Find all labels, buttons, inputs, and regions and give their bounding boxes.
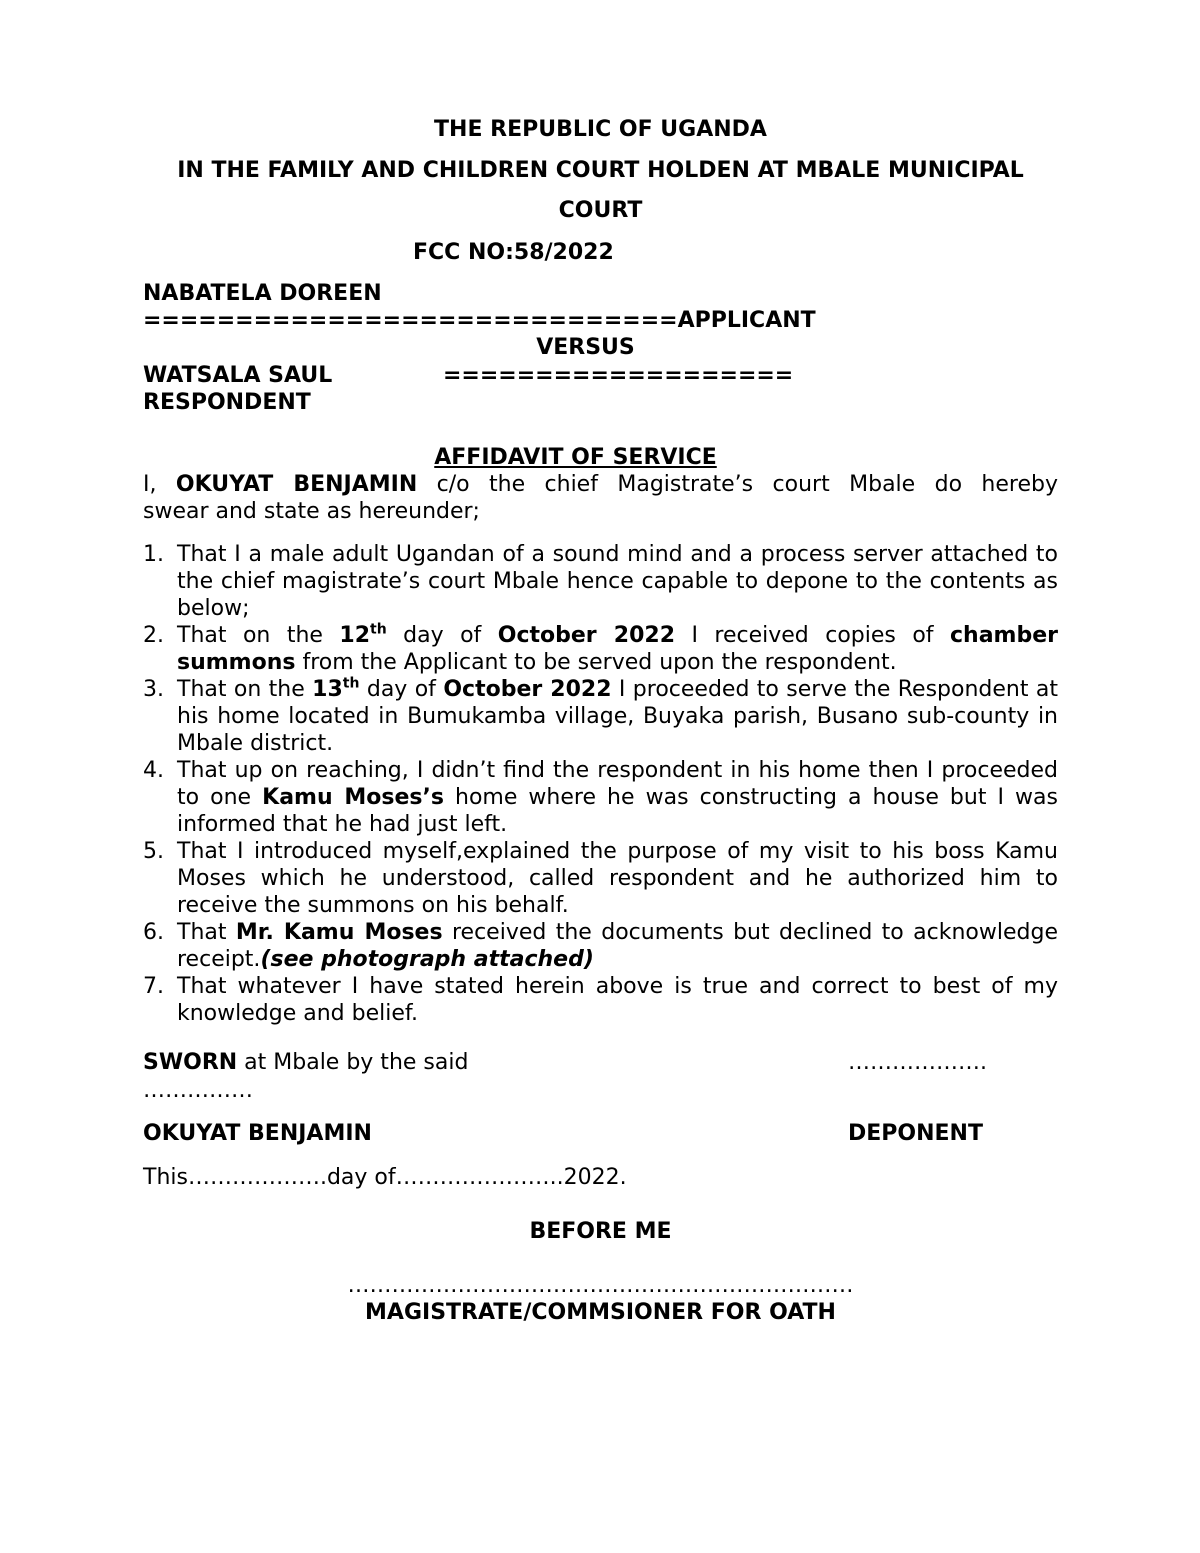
respondent-label: RESPONDENT — [143, 390, 311, 415]
signature-dots: ………………. — [848, 1050, 987, 1075]
sworn-label: SWORN — [143, 1050, 238, 1075]
paragraph-text: home where he was constructing a house but I was informed that he had just left. — [177, 785, 1058, 837]
paragraph-number: 6. — [143, 920, 164, 945]
document-type: chamber summons — [177, 623, 1058, 675]
paragraph-text: received the documents but declined to acknowledge receipt. — [177, 920, 1058, 972]
deponent-name-intro: OKUYAT BENJAMIN — [175, 472, 418, 497]
paragraph-7 — [143, 973, 1058, 1027]
date-month: October 2022 — [497, 623, 675, 648]
document-title: AFFIDAVIT OF SERVICE — [434, 445, 717, 470]
paragraph-3 — [143, 676, 1058, 757]
paragraph-number: 4. — [143, 758, 164, 783]
applicant-name: NABATELA DOREEN — [143, 281, 382, 306]
paragraph-text: from the Applicant to be served upon the respondent. — [295, 650, 897, 675]
sworn-line — [143, 1049, 468, 1076]
affidavit-paragraphs — [143, 541, 1058, 1027]
paragraph-1 — [143, 541, 1058, 622]
paragraph-text: I proceeded to serve the Respondent at his home located in Bumukamba village, Buyaka parish, Busano sub-county in Mbale district. — [177, 677, 1058, 756]
applicant-line: =============================APPLICANT — [143, 308, 816, 333]
paragraph-text: That — [177, 920, 236, 945]
paragraph-text: That I a male adult Ugandan of a sound mind and a process server attached to the chief magistrate’s court Mbale hence capable to depone to the contents as below; — [177, 542, 1058, 621]
versus-label: VERSUS — [536, 335, 635, 360]
paragraph-text: That up on reaching, I didn’t find the respondent in his home then I proceeded to one — [177, 758, 1058, 810]
republic-heading: THE REPUBLIC OF UGANDA — [434, 117, 767, 142]
intro-rest: c/o the chief Magistrate’s court Mbale do hereby — [417, 472, 1058, 497]
photograph-note: (see photograph attached) — [260, 947, 594, 972]
intro-prefix: I, — [143, 472, 176, 497]
paragraph-number: 2. — [143, 623, 164, 648]
paragraph-text: That on the — [177, 623, 340, 648]
paragraph-text: That I introduced myself,explained the purpose of my visit to his boss Kamu Moses which he understood, called respondent and he authorized him to receive the summons on his behalf. — [177, 839, 1058, 918]
paragraph-5 — [143, 838, 1058, 919]
date-line: This……………….day of…………………..2022. — [143, 1165, 627, 1190]
paragraph-number: 3. — [143, 677, 164, 702]
magistrate-label: MAGISTRATE/COMMSIONER FOR OATH — [365, 1300, 836, 1325]
paragraph-text: day of — [386, 623, 498, 648]
paragraph-2 — [143, 622, 1058, 676]
magistrate-signature-dots: …………………………………………………………… — [347, 1273, 854, 1298]
paragraph-text: That on the — [177, 677, 313, 702]
person-name: Kamu Moses’s — [262, 785, 444, 810]
person-name: Mr. Kamu Moses — [235, 920, 443, 945]
paragraph-text: I received copies of — [675, 623, 950, 648]
paragraph-number: 1. — [143, 542, 164, 567]
paragraph-4 — [143, 757, 1058, 838]
intro-line1 — [143, 471, 1058, 498]
respondent-name: WATSALA SAUL — [143, 363, 333, 388]
paragraph-number: 5. — [143, 839, 164, 864]
date-day: 13 — [312, 677, 343, 702]
paragraph-6 — [143, 919, 1058, 973]
respondent-separator: =================== — [443, 363, 794, 388]
court-heading-line1: IN THE FAMILY AND CHILDREN COURT HOLDEN AT MBALE MUNICIPAL — [177, 158, 1024, 183]
court-heading-line2: COURT — [558, 198, 643, 223]
paragraph-number: 7. — [143, 974, 164, 999]
deponent-label: DEPONENT — [848, 1121, 983, 1146]
signature-dots-continued: …………… — [143, 1078, 253, 1103]
paragraph-text: day of — [359, 677, 444, 702]
intro-line2: swear and state as hereunder; — [143, 499, 480, 524]
case-number: FCC NO:58/2022 — [413, 240, 614, 265]
date-day: 12 — [339, 623, 371, 648]
ordinal-suffix: th — [342, 675, 360, 692]
paragraph-text: That whatever I have stated herein above is true and correct to best of my knowledge and belief. — [177, 974, 1058, 1026]
date-month: October 2022 — [443, 677, 612, 702]
ordinal-suffix: th — [370, 621, 387, 638]
deponent-name: OKUYAT BENJAMIN — [143, 1121, 372, 1146]
before-me-label: BEFORE ME — [529, 1219, 672, 1244]
sworn-text: at Mbale by the said — [237, 1050, 469, 1075]
